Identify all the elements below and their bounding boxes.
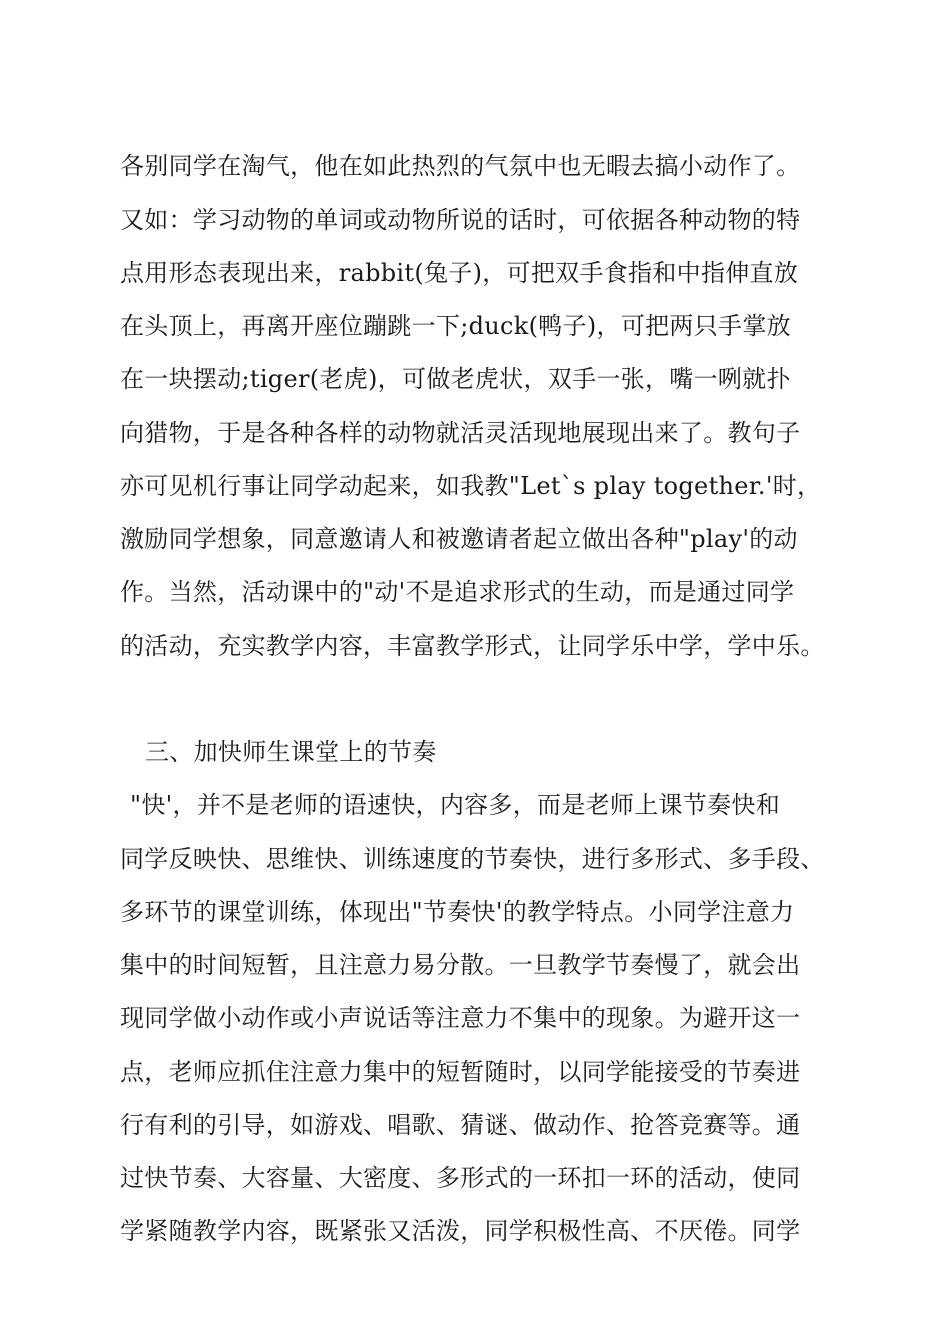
paragraph-1-line-8: 激励同学想象，同意邀请人和被邀请者起立做出各种"play'的动 xyxy=(120,525,798,553)
paragraph-1-line-6: 向猎物，于是各种各样的动物就活灵活现地展现出来了。教句子 xyxy=(120,419,801,447)
paragraph-1-line-5: 在一块摆动;tiger(老虎)，可做老虎状，双手一张，嘴一咧就扑 xyxy=(120,365,791,393)
paragraph-2-line-1: "快'，并不是老师的语速快，内容多，而是老师上课节奏快和 xyxy=(130,791,781,819)
paragraph-2-line-6: 点，老师应抓住注意力集中的短暂随时，以同学能接受的节奏进 xyxy=(120,1058,801,1086)
paragraph-1-line-1: 各别同学在淘气，他在如此热烈的气氛中也无暇去搞小动作了。 xyxy=(120,152,801,180)
section-heading: 三、加快师生课堂上的节奏 xyxy=(145,738,437,766)
paragraph-2-line-9: 学紧随教学内容，既紧张又活泼，同学积极性高、不厌倦。同学 xyxy=(120,1217,801,1245)
paragraph-1-line-10: 的活动，充实教学内容，丰富教学形式，让同学乐中学，学中乐。 xyxy=(120,632,825,660)
paragraph-2-line-5: 现同学做小动作或小声说话等注意力不集中的现象。为避开这一 xyxy=(120,1004,801,1032)
paragraph-2-line-4: 集中的时间短暂，且注意力易分散。一旦教学节奏慢了，就会出 xyxy=(120,951,801,979)
paragraph-1-line-2: 又如：学习动物的单词或动物所说的话时，可依据各种动物的特 xyxy=(120,206,801,234)
paragraph-2-line-2: 同学反映快、思维快、训练速度的节奏快，进行多形式、多手段、 xyxy=(120,845,825,873)
paragraph-2-line-3: 多环节的课堂训练，体现出"节奏快'的教学特点。小同学注意力 xyxy=(120,898,795,926)
paragraph-2-line-7: 行有利的引导，如游戏、唱歌、猜谜、做动作、抢答竞赛等。通 xyxy=(120,1111,801,1139)
paragraph-1-line-4: 在头顶上，再离开座位蹦跳一下;duck(鸭子)，可把两只手掌放 xyxy=(120,312,791,340)
paragraph-1-line-7: 亦可见机行事让同学动起来，如我教"Let`s play together.'时， xyxy=(120,472,822,500)
paragraph-1-line-3: 点用形态表现出来，rabbit(兔子)，可把双手食指和中指伸直放 xyxy=(120,259,799,287)
paragraph-1-line-9: 作。当然，活动课中的"动'不是追求形式的生动，而是通过同学 xyxy=(120,578,795,606)
paragraph-2-line-8: 过快节奏、大容量、大密度、多形式的一环扣一环的活动，使同 xyxy=(120,1164,801,1192)
